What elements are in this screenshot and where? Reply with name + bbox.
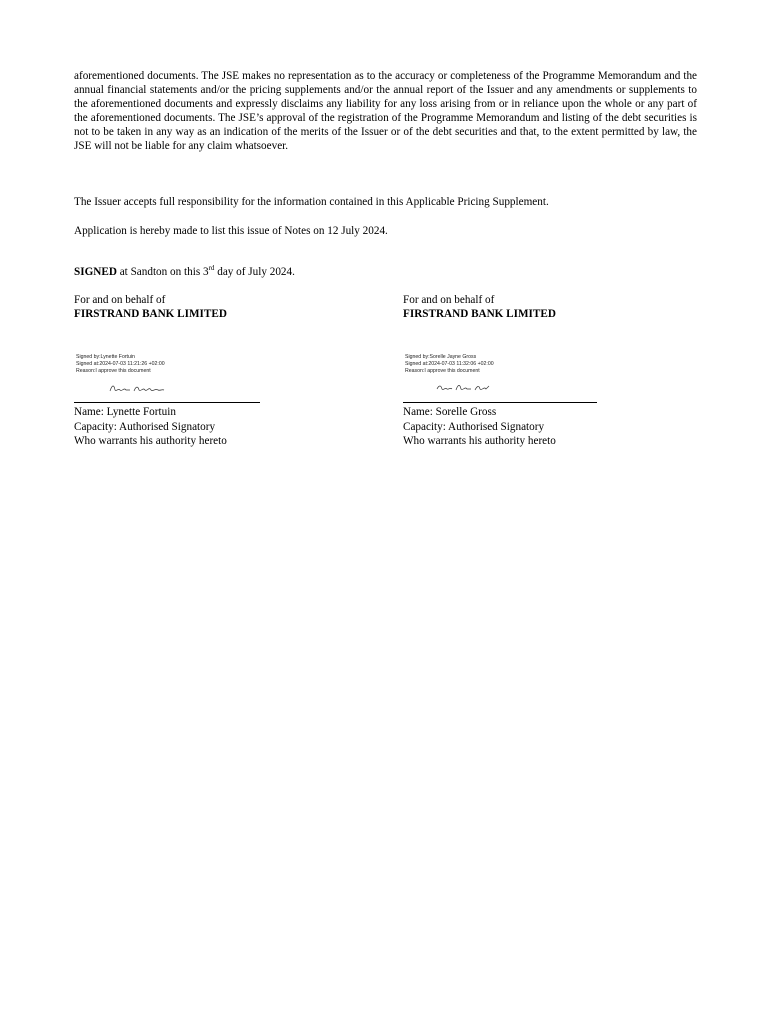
on-behalf-label: For and on behalf of — [403, 294, 495, 306]
handwritten-signature-icon — [435, 381, 491, 393]
signed-date-text: day of July 2024. — [214, 266, 295, 278]
signatory-authority: Who warrants his authority hereto — [403, 435, 556, 447]
signed-label: SIGNED — [74, 266, 117, 278]
signature-line — [74, 402, 260, 403]
digital-signature-signed-at: Signed at:2024-07-03 11:32:06 +02:00 — [405, 361, 494, 367]
signatory-block-right — [403, 293, 643, 453]
digital-signature-reason: Reason:I approve this document — [76, 368, 151, 374]
signatory-authority: Who warrants his authority hereto — [74, 435, 227, 447]
signatory-capacity: Capacity: Authorised Signatory — [74, 421, 216, 433]
handwritten-signature-icon — [108, 382, 168, 394]
on-behalf-label: For and on behalf of — [74, 294, 166, 306]
signatory-block-left — [74, 293, 314, 453]
signed-statement — [74, 265, 295, 279]
digital-signature-signed-by: Signed by:Sorelle Jayne Gross — [405, 354, 477, 360]
company-name: FIRSTRAND BANK LIMITED — [403, 308, 556, 320]
digital-signature-signed-by: Signed by:Lynette Fortuin — [76, 354, 135, 360]
digital-signature-signed-at: Signed at:2024-07-03 11:21:26 +02:00 — [76, 361, 165, 367]
signatory-capacity: Capacity: Authorised Signatory — [403, 421, 545, 433]
digital-signature-reason: Reason:I approve this document — [405, 368, 480, 374]
signed-date-suffix: rd — [208, 264, 215, 272]
company-name: FIRSTRAND BANK LIMITED — [74, 308, 227, 320]
signatory-name: Name: Sorelle Gross — [403, 406, 497, 418]
jse-disclaimer-paragraph: aforementioned documents. The JSE makes no representation as to the accuracy or completeness of the Programme Memorandum and the annual financial statements and/or the pricing supplements and/or the annual report of the Issuer and any amendments or supplements to the aforementioned documents and expressly disclaims any liability for any loss arising from or in reliance upon the whole or any part of the aforementioned documents. The JSE’s approval of the registration of the Programme Memorandum and listing of the debt securities is not to be taken in any way as an indication of the merits of the Issuer or of the debt securities and that, to the extent permitted by law, the JSE will not be liable for any claim whatsoever. — [74, 70, 697, 152]
responsibility-statement: The Issuer accepts full responsibility for the information contained in this Applicable Pricing Supplement. — [74, 196, 549, 208]
listing-application-statement: Application is hereby made to list this issue of Notes on 12 July 2024. — [74, 225, 388, 237]
signed-location-text: at Sandton on this 3 — [116, 266, 209, 278]
signatory-name: Name: Lynette Fortuin — [74, 406, 176, 418]
signature-line — [403, 402, 597, 403]
